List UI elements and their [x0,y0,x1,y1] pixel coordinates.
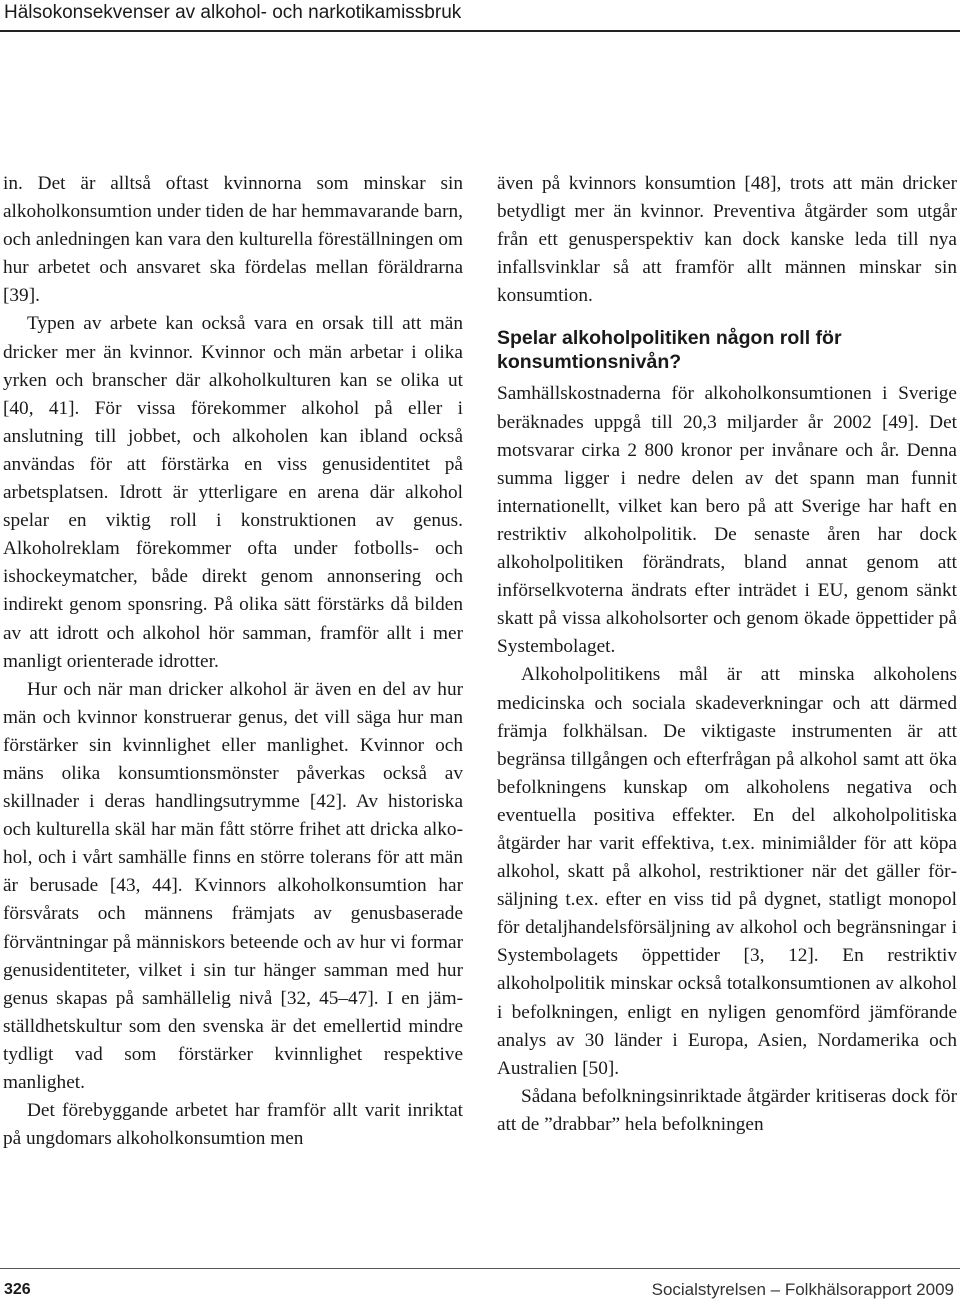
right-paragraph-4: Sådana befolkningsinriktade åtgärder kritiseras dock för att de ”drabbar” hela befolkningen [497,1085,957,1135]
left-paragraph-2: Typen av arbete kan också vara en orsak till att män dricker mer än kvinnor. Kvinnor och män arbetar i olika yrken och branscher där alkoholkulturen kan se olika ut [40, 41]. För vissa förekommer alkohol på eller i anslutning till jobbet, och alkoholen kan ibland också användas för att förstärka en viss genusidentitet på arbetsplatsen. Idrott är ytterligare en arena där alkohol spelar en viktig roll i konstruktionen av genus. Alkoholreklam förekommer ofta under fotbolls- och ishockeymatcher, både direkt genom annonsering och indirekt genom sponsring. På olika sätt förstärks då bilden av att idrott och alkohol hör samman, framför allt i mer manligt orienterade idrotter. [3,313,463,672]
footer-publisher: Socialstyrelsen – Folkhälsorapport 2009 [651,1280,954,1299]
footer-divider [0,1268,960,1269]
running-header-title: Hälsokonsekvenser av alkohol- och narkotikamissbruk [4,2,462,23]
left-paragraph-4: Det förebyggande arbetet har framför allt varit inriktat på ungdomars alkoholkonsumtion men [3,1100,463,1150]
right-column [497,170,957,1139]
running-header [0,0,960,28]
right-paragraph-3: Alkoholpolitikens mål är att minska alkoholens medicinska och sociala skadeverkningar och att därmed främja folkhälsan. De viktigaste instrumenten är att begränsa tillgången och efterfrågan på alkohol samt att öka befolkningens kunskap om alkoholens negativa och eventuella positiva effekter. En del alkoholpolitiska åtgärder har varit effektiva, t.ex. minimiålder för att köpa alkohol, skatt på alkohol, restriktioner när det gäller försäljning t.ex. efter en viss tid på dygnet, statligt monopol för detaljhandelsförsäljning av alkohol och begränsningar i Systembolagets öppettider [3, 12]. En restriktiv alkoholpolitik minskar också totalkonsumtionen av alkohol i befolkningen, enligt en nyligen genomförd jämförande analys av 30 länder i Europa, Asien, Nordamerika och Australien [50]. [497,664,957,1079]
right-paragraph-2: Samhällskostnaderna för alkoholkonsumtionen i Sverige beräknades uppgå till 20,3 miljarder år 2002 [49]. Det motsvarar cirka 2 800 kronor per invånare och år. Denna summa ligger i nedre delen av det spann man funnit internationellt, vilket kan bero på att Sverige har haft en restriktiv alkoholpolitik. De senaste åren har dock alkoholpolitiken förändrats, bland annat genom att införselkvoterna ändrats efter inträdet i EU, genom sänkt skatt på vissa alkoholsorter och genom ökade öppettider på Systembolaget. [497,383,957,658]
left-paragraph-3: Hur och när man dricker alkohol är även en del av hur män och kvinnor konstruerar genus, det vill säga hur man förstärker sin kvinnlighet eller manlighet. Kvinnor och mäns olika konsumtionsmönster påverkas också av skillnader i deras handlingsutrymme [42]. Av historiska och kulturella skäl har män fått större frihet att dricka alkohol, och i vårt samhälle finns en större tolerans för att män är berusade [43, 44]. Kvinnors alkoholkonsumtion har försvårats och männens främjats av genusbaserade förväntningar på människors beteende och av hur vi formar genusidentiteter, vilket i sin tur hänger samman med hur genus skapas på samhällelig nivå [32, 45–47]. I en jämställdhetskultur som den svenska är det emellertid mindre tydligt vad som förstärker kvinnlighet respektive manlighet. [3,678,463,1093]
left-column [3,170,463,1153]
right-paragraph-1: även på kvinnors konsumtion [48], trots att män dricker betydligt mer än kvinnor. Preventiva åtgärder som utgår från ett genusperspektiv kan dock kanske leda till nya infallsvinklar så att framför allt männen minskar sin konsumtion. [497,173,957,307]
header-divider [0,30,960,32]
left-paragraph-1: in. Det är alltså oftast kvinnorna som minskar sin alkoholkonsumtion under tiden de har hemmavarande barn, och anledningen kan vara den kulturella föreställningen om hur arbetet och ansvaret ska fördelas mellan föräldrarna [39]. [3,173,463,307]
section-subheading: Spelar alkoholpolitiken någon roll för konsumtionsnivån? [497,327,842,374]
page-number: 326 [4,1281,31,1298]
